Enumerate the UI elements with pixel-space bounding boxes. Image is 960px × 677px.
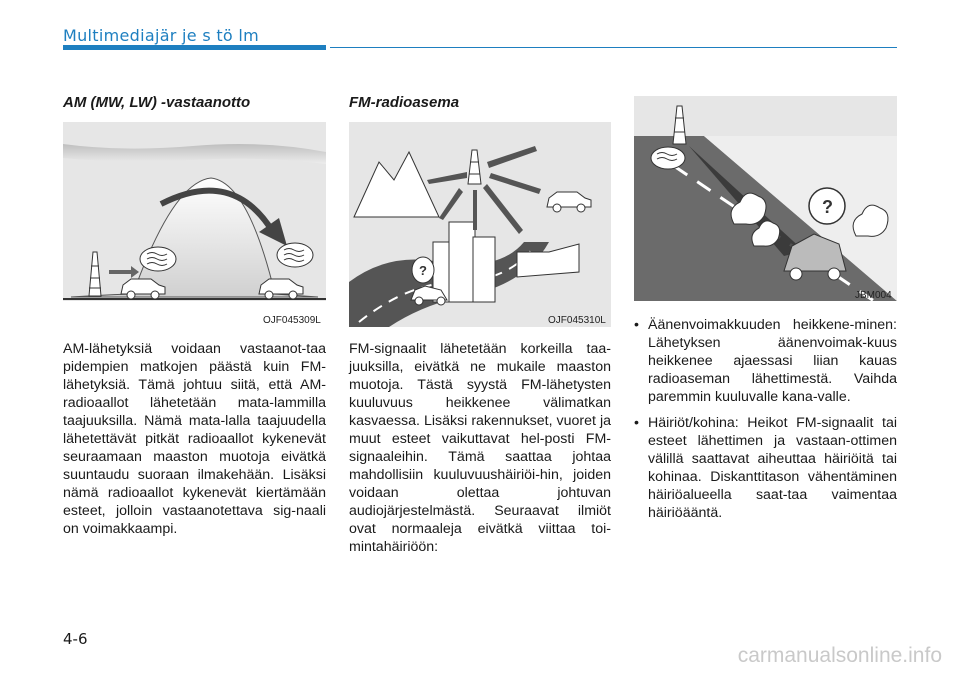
- fm-question-mark: ?: [419, 263, 427, 278]
- header-rule-accent: [63, 45, 326, 50]
- watermark: carmanualsonline.info: [737, 644, 942, 667]
- interference-list: [634, 316, 897, 530]
- fm-body-text: FM-signaalit lähetetään korkeilla taa-juuksilla, eivätkä ne mukaile maaston muotoja. Tästä syystä FM-lähetysten kuuluvuus heikkenee välimatkan kasvaessa. Lisäksi rakennukset, vuoret ja muut esteet vaikuttavat hel-posti FM-signaaleihin. Tämä saattaa johtaa mahdollisiin kuuluvuushäiriöi-hin, joiden voidaan olettaa johtuvan audiojärjestelmästä. Seuraavat ilmiöt ovat normaaleja eivätkä viittaa toi-mintahäiriöön:: [349, 341, 611, 555]
- fm-heading: FM-radioasema: [349, 94, 460, 111]
- section-title: Multimediajär je s tö lm: [63, 26, 260, 45]
- am-heading: AM (MW, LW) -vastaanotto: [63, 94, 251, 111]
- am-figure-code: OJF045309L: [263, 315, 321, 326]
- reception-question-mark: ?: [822, 197, 833, 217]
- fm-figure-code: OJF045310L: [548, 315, 606, 326]
- am-figure: [63, 122, 326, 301]
- fm-figure: [349, 122, 611, 327]
- reception-figure-code: JBM004: [855, 290, 892, 301]
- reception-figure: [634, 96, 897, 301]
- header-rule: [330, 47, 897, 48]
- page-number: 4-6: [63, 630, 88, 648]
- list-item: • Häiriöt/kohina: Heikot FM-signaalit tai esteet lähettimen ja vastaan-ottimen välillä saattavat aiheuttaa häiriöitä tai kohinaa. Diskanttitason vähentäminen häiriöalueella saat-taa vaimentaa häiriöääntä.: [634, 414, 897, 522]
- list-item: • Äänenvoimakkuuden heikkene-minen: Lähetyksen äänenvoimak-kuus heikkenee ajaessasi liian kauas radioaseman lähettimestä. Vaihda paremmin kuuluvalle kana-valle.: [634, 316, 897, 406]
- am-body-text: AM-lähetyksiä voidaan vastaanot-taa pidempien matkojen päästä kuin FM-lähetyksiä. Tämä johtuu siitä, että AM-radioaallot lähetetään mata-lammilla taajuuksilla. Nämä mata-lalla taajuudella lähetettävät pitkät radioaallot kykenevät seuraamaan maaston muotoja eivätkä suuntaudu suoraan ilmakehään. Lisäksi nämä radioaallot kykenevät kiertämään esteet, jolloin vastaanotettava sig-naali on voimakkaampi.: [63, 341, 326, 537]
